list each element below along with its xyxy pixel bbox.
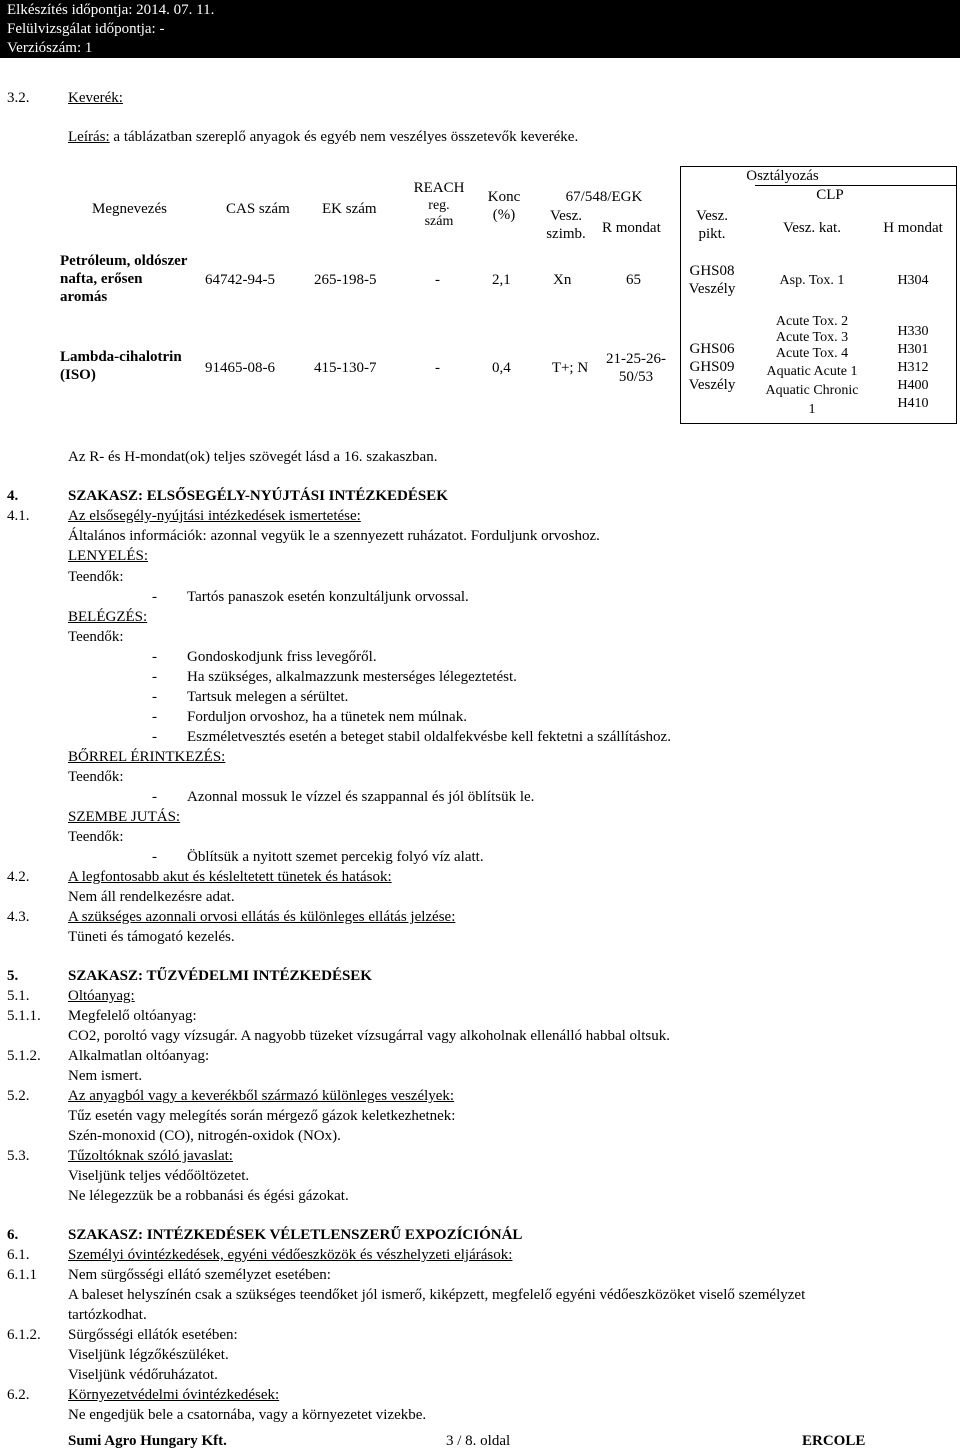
row2-reach: -: [435, 360, 440, 376]
paragraph: Viseljünk védőruházatot.: [68, 1367, 218, 1383]
row1-h: H304: [897, 273, 929, 288]
paragraph: Tüneti és támogató kezelés.: [68, 929, 235, 945]
actions-label: Teendők:: [68, 829, 124, 845]
footer-brand: ERCOLE: [802, 1433, 866, 1449]
list-item: Eszméletvesztés esetén a beteget stabil oldalfekvésbe kell fektetni a szállításhoz.: [187, 729, 671, 745]
list-dash: -: [152, 689, 157, 705]
paragraph: Viseljünk légzőkészüléket.: [68, 1347, 229, 1363]
actions-label: Teendők:: [68, 769, 124, 785]
row2-ek: 415-130-7: [314, 360, 377, 376]
paragraph: Tűz esetén vagy melegítés során mérgező gázok keletkezhetnek:: [68, 1108, 456, 1124]
list-item: -: [152, 589, 157, 605]
subsection-number: 6.1.2.: [7, 1327, 41, 1343]
row1-konc: 2,1: [492, 272, 511, 288]
subsection-title: Az elsősegély-nyújtási intézkedések ismertetése:: [68, 508, 361, 524]
subsection-title: A szükséges azonnali orvosi ellátás és különleges ellátás jelzése:: [68, 909, 456, 925]
section-number: 5.: [7, 968, 19, 984]
row2-kat: Acute Tox. 2 Acute Tox. 3 Acute Tox. 4 Aquatic Acute 1 Aquatic Chronic 1: [765, 314, 859, 417]
list-item: Gondoskodjunk friss levegőről.: [187, 649, 377, 665]
general-info: Általános információk: azonnal vegyük le a szennyezett ruházatot. Forduljunk orvoshoz.: [68, 528, 600, 544]
row1-reach: -: [435, 272, 440, 288]
subsection-number: 4.1.: [7, 508, 30, 524]
row2-pikt: GHS06 GHS09 Veszély: [688, 341, 736, 393]
skin-contact-heading: BŐRREL ÉRINTKEZÉS:: [68, 749, 226, 765]
row1-ek: 265-198-5: [314, 272, 377, 288]
paragraph: Viseljünk teljes védőöltözetet.: [68, 1168, 250, 1184]
header-vesz-szimb: Vesz. szimb.: [546, 208, 586, 242]
section-number: 6.: [7, 1227, 19, 1243]
description-text: a táblázatban szereplő anyagok és egyéb nem veszélyes összetevők keveréke.: [109, 129, 579, 145]
subsection-title: Tűzoltóknak szóló javaslat:: [68, 1148, 233, 1164]
paragraph: A baleset helyszínén csak a szükséges teendőket jól ismerő, kiképzett, megfelelő egyéni védőeszközöket viselő személyzet: [68, 1287, 806, 1303]
subsection-number: 6.1.1: [7, 1267, 37, 1283]
row2-cas: 91465-08-6: [205, 360, 275, 376]
paragraph: Ne lélegezzük be a robbanási és égési gázokat.: [68, 1188, 349, 1204]
footer-page-number: 3 / 8. oldal: [446, 1433, 511, 1449]
subsection-title: A legfontosabb akut és késleltetett tünetek és hatások:: [68, 869, 392, 885]
header-clp: CLP: [816, 187, 844, 203]
header-r-mondat: R mondat: [602, 220, 661, 236]
description-label: Leírás:: [68, 129, 110, 145]
row1-kat: Asp. Tox. 1: [779, 273, 845, 288]
subsection-number: 5.1.1.: [7, 1008, 41, 1024]
actions-label: Teendők:: [68, 629, 124, 645]
actions-label: Teendők:: [68, 569, 124, 585]
header-osztalyozas: Osztályozás: [746, 168, 819, 184]
subsection-title: Sürgősségi ellátók esetében:: [68, 1327, 238, 1343]
list-dash: -: [152, 729, 157, 745]
subsection-title: Személyi óvintézkedések, egyéni védőeszközök és vészhelyzeti eljárások:: [68, 1247, 513, 1263]
row1-szimb: Xn: [553, 272, 572, 288]
paragraph: Nem ismert.: [68, 1068, 143, 1084]
list-item: Tartós panaszok esetén konzultáljunk orvossal.: [187, 589, 469, 605]
created-date: Elkészítés időpontja: 2014. 07. 11.: [7, 2, 215, 18]
row2-r: 21-25-26- 50/53: [606, 351, 666, 385]
row2-szimb: T+; N: [551, 360, 589, 376]
header-konc: Konc (%): [487, 189, 521, 223]
subsection-number: 6.2.: [7, 1387, 30, 1403]
row2-h: H330 H301 H312 H400 H410: [897, 324, 929, 411]
document-header: [0, 0, 960, 58]
subsection-number: 6.1.: [7, 1247, 30, 1263]
header-vesz-pikt: Vesz. pikt.: [695, 208, 729, 242]
version-number: Verziószám: 1: [7, 40, 93, 56]
paragraph: tartózkodhat.: [68, 1307, 147, 1323]
row1-r: 65: [626, 272, 641, 288]
header-ek: EK szám: [322, 201, 377, 217]
mixture-description: [68, 128, 578, 147]
list-item: Forduljon orvoshoz, ha a tünetek nem múlnak.: [187, 709, 467, 725]
section-number: 4.: [7, 488, 19, 504]
subsection-title: Oltóanyag:: [68, 988, 135, 1004]
row1-cas: 64742-94-5: [205, 272, 275, 288]
list-dash: -: [152, 649, 157, 665]
list-item: Tartsuk melegen a sérültet.: [187, 689, 349, 705]
paragraph: Ne engedjük bele a csatornába, vagy a környezetet vizekbe.: [68, 1407, 427, 1423]
paragraph: CO2, poroltó vagy vízsugár. A nagyobb tüzeket vízsugárral vagy alkoholnak ellenálló habbal oltsuk.: [68, 1028, 670, 1044]
row2-konc: 0,4: [492, 360, 511, 376]
section-title: Keverék:: [68, 90, 123, 106]
subsection-title: Nem sürgősségi ellátó személyzet esetében:: [68, 1267, 331, 1283]
header-cas: CAS szám: [226, 201, 290, 217]
ingestion-heading: LENYELÉS:: [68, 548, 148, 564]
paragraph: Szén-monoxid (CO), nitrogén-oxidok (NOx).: [68, 1128, 341, 1144]
list-item: Ha szükséges, alkalmazzunk mesterséges lélegeztetést.: [187, 669, 517, 685]
row1-pikt: GHS08 Veszély: [688, 263, 736, 297]
inhalation-heading: BELÉGZÉS:: [68, 609, 148, 625]
table-row-name: Petróleum, oldószer nafta, erősen aromás: [60, 253, 188, 305]
subsection-number: 5.1.2.: [7, 1048, 41, 1064]
subsection-title: Megfelelő oltóanyag:: [68, 1008, 197, 1024]
list-dash: -: [152, 849, 157, 865]
list-dash: -: [152, 709, 157, 725]
header-reach: REACH reg. szám: [413, 180, 465, 229]
subsection-number: 5.3.: [7, 1148, 30, 1164]
list-dash: -: [152, 669, 157, 685]
section-title: SZAKASZ: TŰZVÉDELMI INTÉZKEDÉSEK: [68, 968, 372, 984]
eye-contact-heading: SZEMBE JUTÁS:: [68, 809, 181, 825]
section-number: 3.2.: [7, 90, 30, 106]
header-h-mondat: H mondat: [883, 220, 943, 236]
footer-company: Sumi Agro Hungary Kft.: [68, 1433, 227, 1449]
subsection-number: 4.3.: [7, 909, 30, 925]
list-item: Azonnal mossuk le vízzel és szappannal és jól öblítsük le.: [187, 789, 535, 805]
list-item: Öblítsük a nyitott szemet percekig folyó víz alatt.: [187, 849, 484, 865]
header-vesz-kat: Vesz. kat.: [783, 220, 841, 236]
subsection-title: Alkalmatlan oltóanyag:: [68, 1048, 210, 1064]
subsection-number: 4.2.: [7, 869, 30, 885]
subsection-number: 5.1.: [7, 988, 30, 1004]
table-row-name: Lambda-cihalotrin (ISO): [60, 349, 182, 383]
table-note: Az R- és H-mondat(ok) teljes szövegét lásd a 16. szakaszban.: [68, 449, 438, 465]
list-dash: -: [152, 789, 157, 805]
paragraph: Nem áll rendelkezésre adat.: [68, 889, 235, 905]
header-egk: 67/548/EGK: [565, 189, 643, 205]
section-title: SZAKASZ: INTÉZKEDÉSEK VÉLETLENSZERŰ EXPOZÍCIÓNÁL: [68, 1227, 523, 1243]
subsection-title: Az anyagból vagy a keverékből származó különleges veszélyek:: [68, 1088, 455, 1104]
header-name: Megnevezés: [92, 201, 167, 217]
subsection-title: Környezetvédelmi óvintézkedések:: [68, 1387, 280, 1403]
section-title: SZAKASZ: ELSŐSEGÉLY-NYÚJTÁSI INTÉZKEDÉSEK: [68, 488, 448, 504]
subsection-number: 5.2.: [7, 1088, 30, 1104]
review-date: Felülvizsgálat időpontja: -: [7, 21, 165, 37]
